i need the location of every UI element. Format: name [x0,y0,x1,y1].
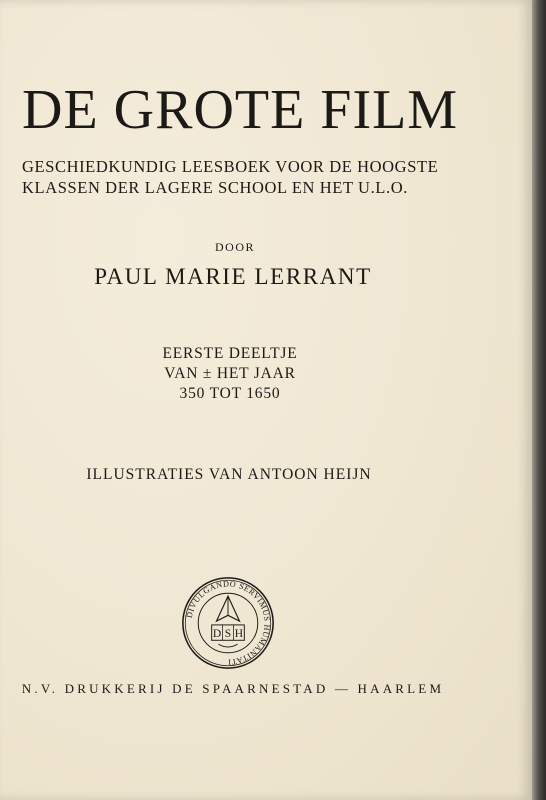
subtitle-line-1: GESCHIEDKUNDIG LEESBOEK VOOR DE HOOGSTE [22,157,439,176]
svg-text:DIVULGANDO SERVIMUS HUMANITATI: DIVULGANDO SERVIMUS HUMANITATI [184,579,272,667]
illustrator-credit: ILLUSTRATIES VAN ANTOON HEIJN [86,466,372,483]
subtitle-line-2: KLASSEN DER LAGERE SCHOOL EN HET U.L.O. [22,178,408,197]
by-label: DOOR [214,240,255,254]
book-title: DE GROTE FILM [22,79,459,141]
page-edge-shadow [532,0,546,800]
seal-emblem-icon [180,575,276,671]
book-subtitle [22,156,438,198]
volume-line-1: EERSTE DEELTJE [162,345,298,362]
svg-text:H: H [234,627,244,640]
svg-text:S: S [224,627,232,640]
svg-text:D: D [212,627,222,640]
volume-line-2: VAN ± HET JAAR [164,365,296,382]
volume-info [0,344,460,404]
author-name: PAUL MARIE LERRANT [94,264,372,289]
publisher-imprint: N.V. DRUKKERIJ DE SPAARNESTAD — HAARLEM [21,681,445,696]
volume-line-3: 350 TOT 1650 [179,385,281,402]
publisher-seal-logo [180,575,276,671]
